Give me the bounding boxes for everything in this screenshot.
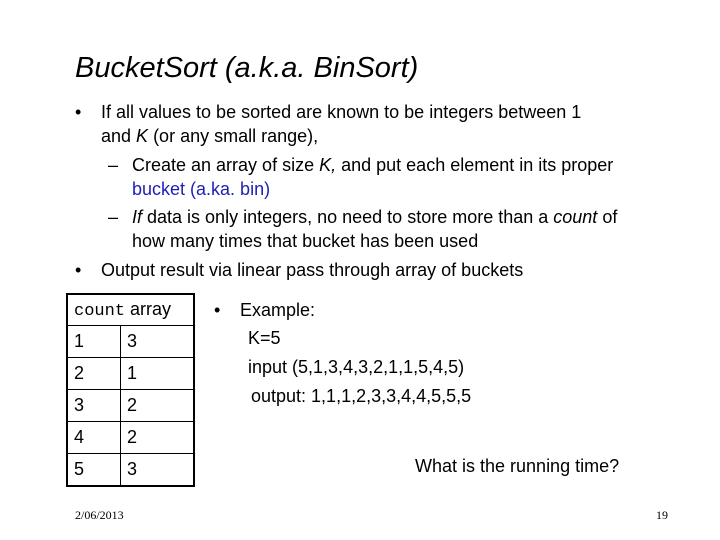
count-cell: 2 [121,390,195,422]
count-cell: 3 [121,454,195,487]
sub2-count: count [553,207,598,227]
running-time-question: What is the running time? [415,456,620,476]
bullet2-text: Output result via linear pass through array of buckets [101,260,524,280]
sub1-line1-a: Create an array of size [132,155,320,175]
table-header [67,294,194,326]
bullet1-line1: If all values to be sorted are known to be integers between 1 [101,102,582,122]
table-row [67,454,194,487]
count-array-table [66,293,195,487]
count-cell: 3 [121,326,195,358]
bucket-cell: 2 [67,358,121,390]
example-label: Example: [240,300,316,320]
example-marker: • [214,300,221,320]
sub2-line1-b: of [597,207,618,227]
sub-bullet-marker: – [108,207,119,227]
sub1-k: K, [319,155,337,175]
count-cell: 1 [121,358,195,390]
bucket-cell: 3 [67,390,121,422]
table-row [67,326,194,358]
count-cell: 2 [121,422,195,454]
bucket-cell: 4 [67,422,121,454]
table-header-text: array [125,299,172,319]
bullet-marker: • [75,102,82,122]
sub2-line2: how many times that bucket has been used [132,231,479,251]
page-number: 19 [656,508,668,522]
footer-date: 2/06/2013 [75,508,124,522]
bullet-marker: • [75,260,82,280]
table-row [67,358,194,390]
sub-bullet-marker: – [108,155,119,175]
table-row [67,390,194,422]
example-input: input (5,1,3,4,3,2,1,1,5,4,5) [248,357,465,377]
bullet1-k: K [136,126,149,146]
sub1-line1-b: and put each element in its proper [336,155,614,175]
sub1-line2: bucket (a.ka. bin) [132,179,271,199]
sub2-if: If [132,207,143,227]
table-header-row [67,294,194,326]
bullet1-line2-a: and [101,126,137,146]
sub2-line1-a: data is only integers, no need to store more than a [142,207,554,227]
bucket-cell: 1 [67,326,121,358]
sub1-line1 [132,153,613,177]
sub2-line1 [132,205,617,229]
bullet1-line2 [101,124,318,148]
table-header-code: count [74,302,126,321]
example-k: K=5 [248,328,281,348]
bucket-cell: 5 [67,454,121,487]
bullet1-line2-b: (or any small range), [148,126,319,146]
example-output: output: 1,1,1,2,3,3,4,4,5,5,5 [251,386,472,406]
slide-title: BucketSort (a.k.a. BinSort) [75,52,419,84]
table-row [67,422,194,454]
